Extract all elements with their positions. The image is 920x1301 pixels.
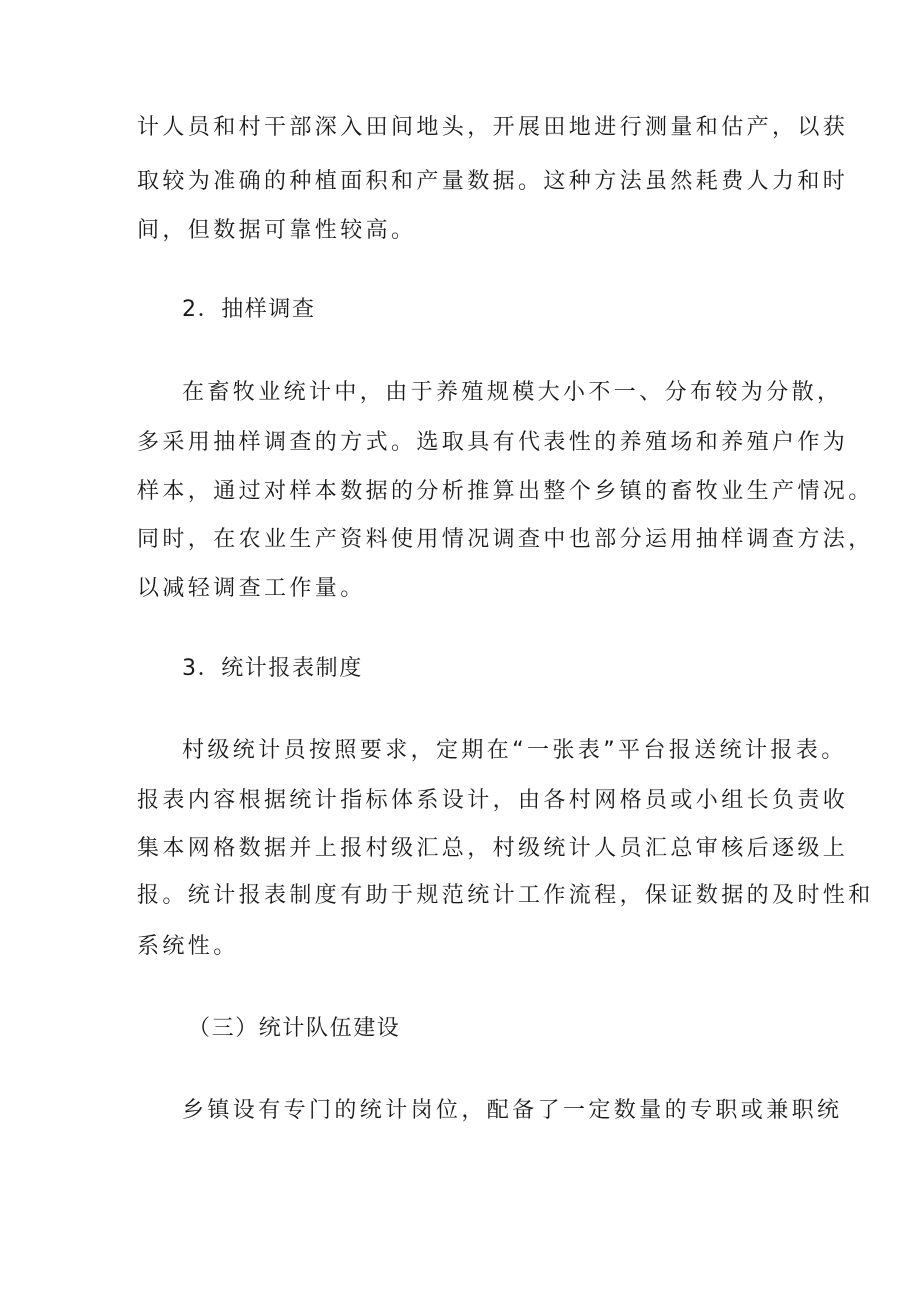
paragraph-2-line-3: 样本，通过对样本数据的分析推算出整个乡镇的畜牧业生产情况。 [137, 479, 874, 504]
heading-statistical-report-system: 3．统计报表制度 [182, 656, 363, 681]
paragraph-2-line-5: 以减轻调查工作量。 [137, 576, 366, 601]
paragraph-3-line-2: 报表内容根据统计指标体系设计，由各村网格员或小组长负责收 [137, 788, 849, 813]
paragraph-4-line-1: 乡镇设有专门的统计岗位，配备了一定数量的专职或兼职统 [182, 1098, 843, 1123]
paragraph-3-line-3: 集本网格数据并上报村级汇总，村级统计人员汇总审核后逐级上 [137, 836, 849, 861]
section-heading-statistics-team: （三）统计队伍建设 [188, 1016, 401, 1041]
paragraph-1-line-3: 间，但数据可靠性较高。 [137, 218, 417, 243]
paragraph-3-line-5: 系统性。 [137, 934, 239, 959]
paragraph-1-line-1: 计人员和村干部深入田间地头，开展田地进行测量和估产，以获 [137, 115, 849, 140]
paragraph-3-line-1: 村级统计员按照要求，定期在“一张表”平台报送统计报表。 [182, 738, 847, 763]
paragraph-2-line-4: 同时，在农业生产资料使用情况调查中也部分运用抽样调查方法， [137, 527, 874, 552]
paragraph-1-line-2: 取较为准确的种植面积和产量数据。这种方法虽然耗费人力和时 [137, 169, 849, 194]
heading-sampling-survey: 2．抽样调查 [182, 297, 316, 322]
paragraph-3-line-4: 报。统计报表制度有助于规范统计工作流程，保证数据的及时性和 [137, 883, 874, 908]
paragraph-2-line-2: 多采用抽样调查的方式。选取具有代表性的养殖场和养殖户作为 [137, 430, 849, 455]
paragraph-2-line-1: 在畜牧业统计中，由于养殖规模大小不一、分布较为分散， [182, 380, 843, 405]
